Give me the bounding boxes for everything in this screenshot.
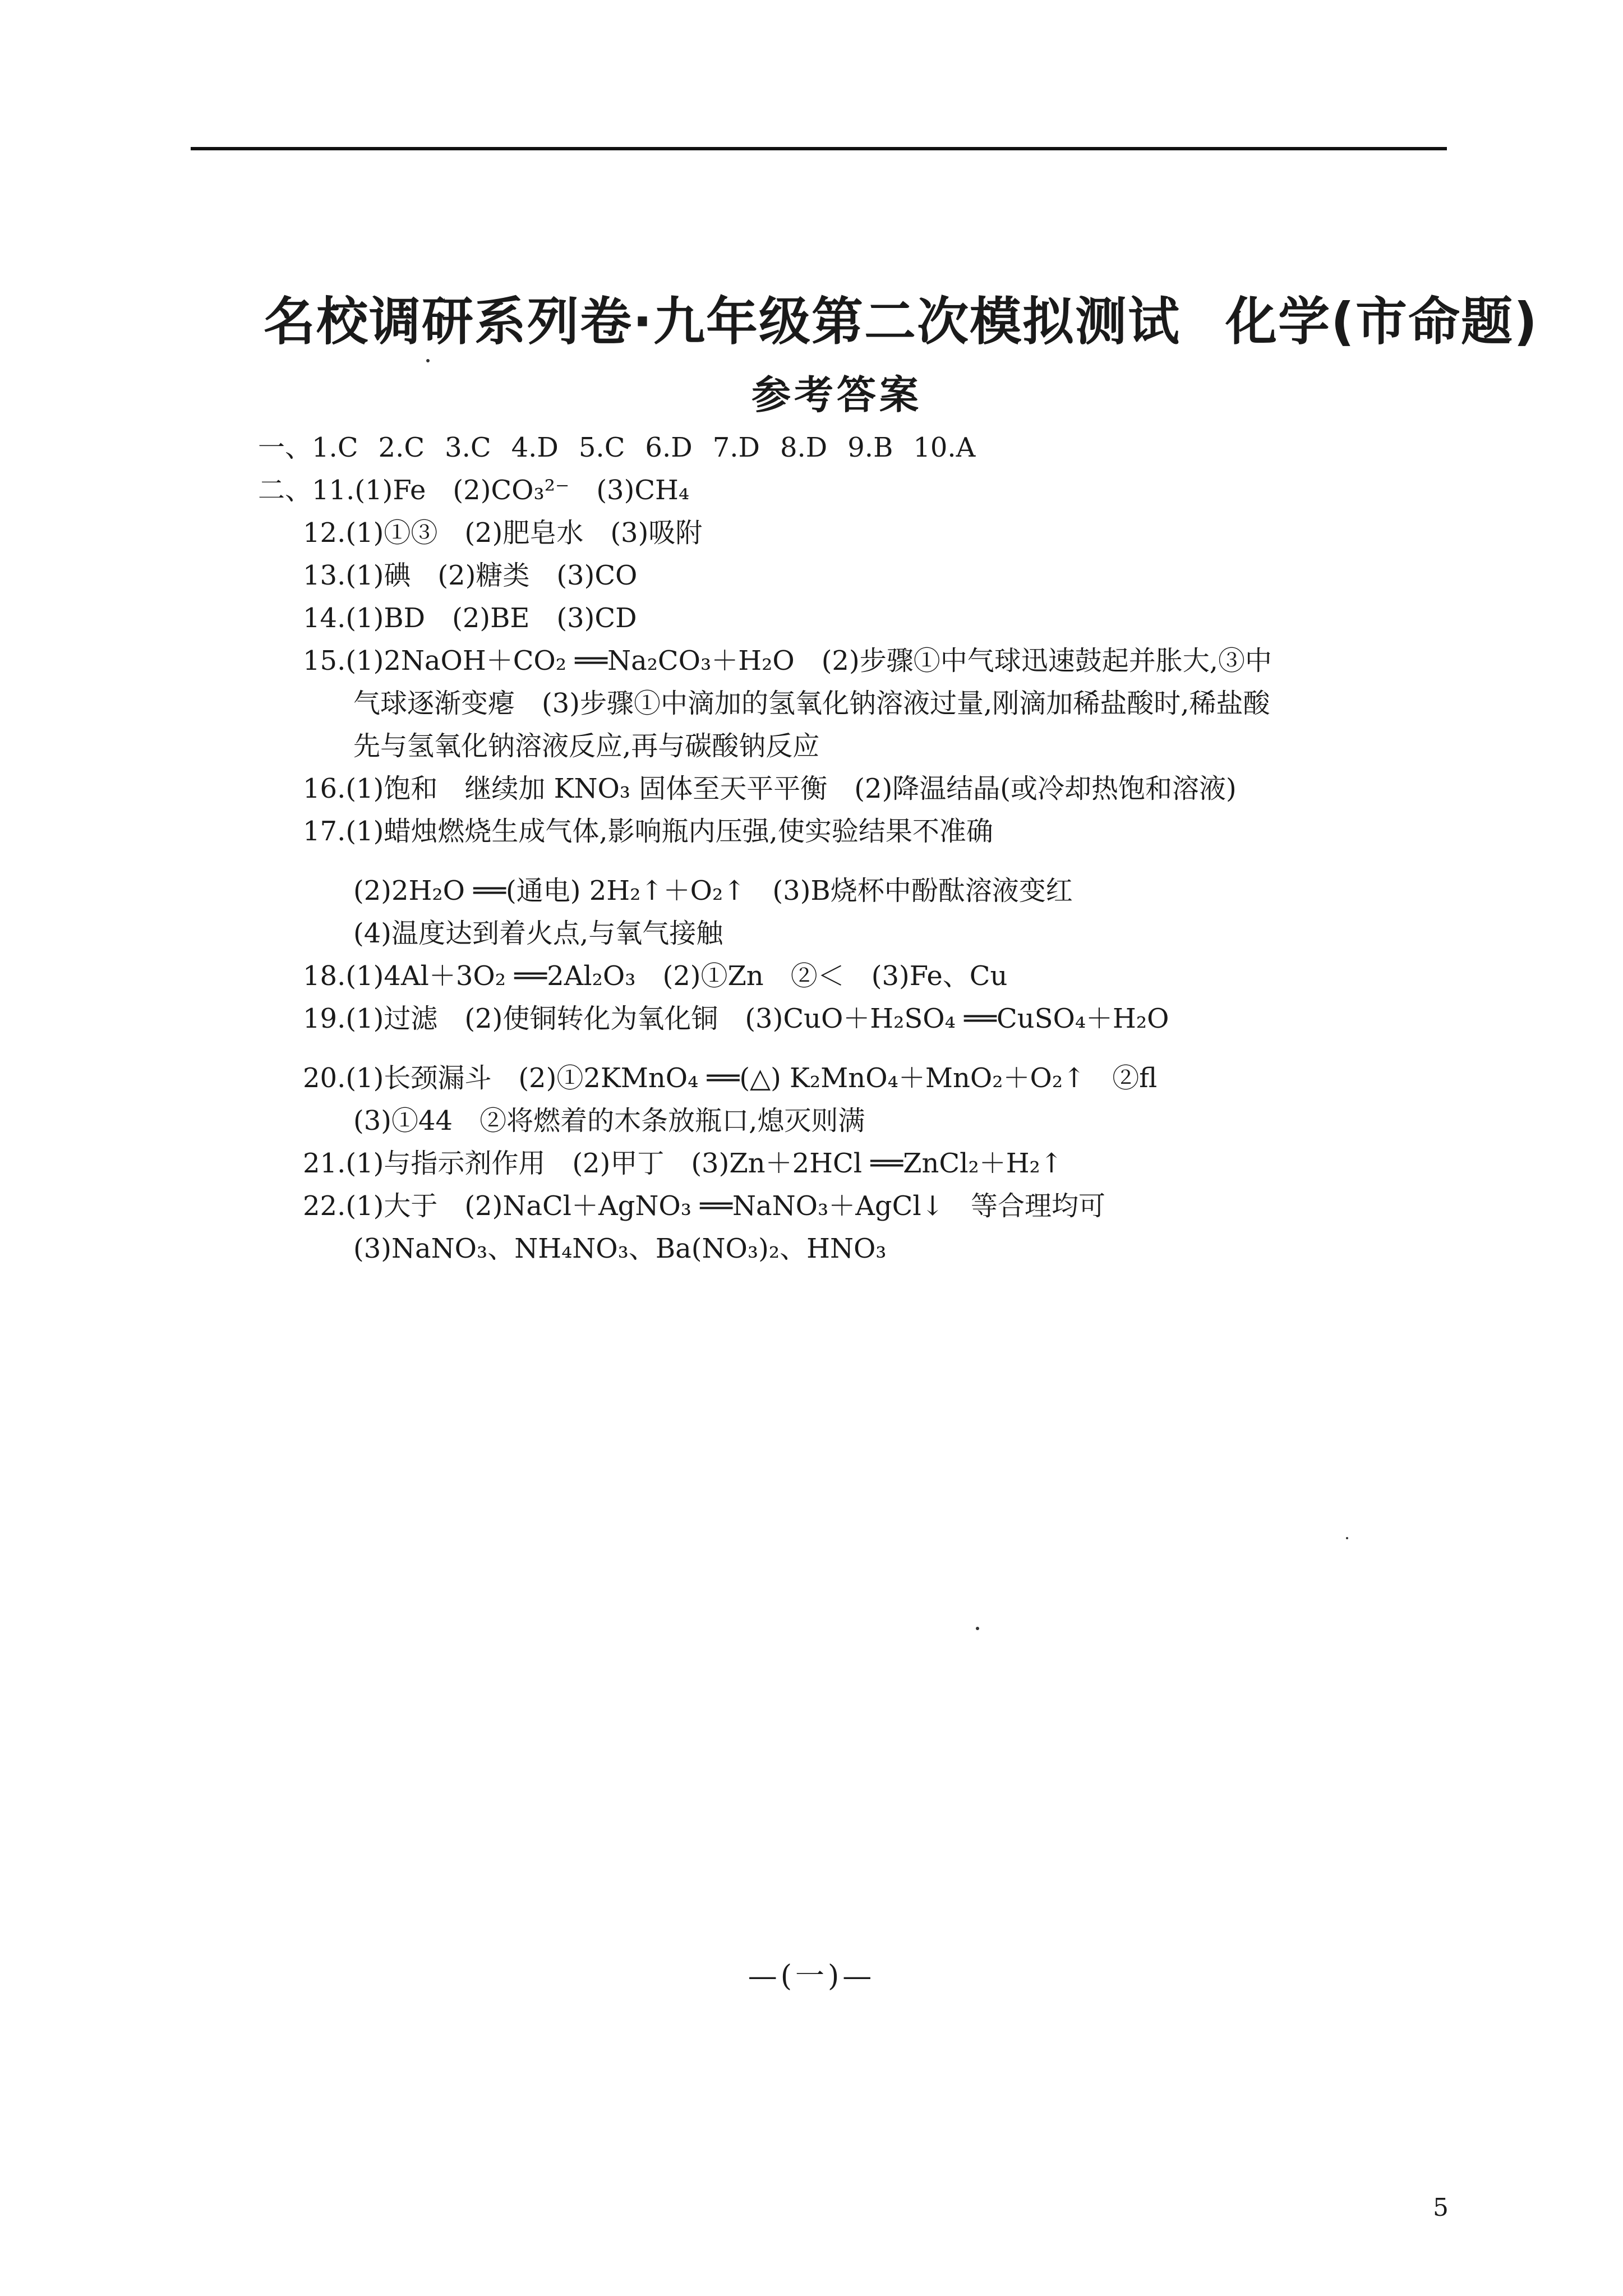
answer-14: 14.(1)BD (2)BE (3)CD [303,602,637,634]
answer-17-part2: (2)2H₂O ══(通电) 2H₂↑＋O₂↑ (3)B烧杯中酚酞溶液变红 [353,875,1073,907]
answer-13: 13.(1)碘 (2)糖类 (3)CO [303,560,638,591]
answer-item: 9.B [847,432,893,463]
answer-18: 18.(1)4Al＋3O₂ ══2Al₂O₃ (2)①Zn ②＜ (3)Fe、Cu [303,960,1008,992]
answer-item: 10.A [913,432,976,463]
answer-22-part3: (3)NaNO₃、NH₄NO₃、Ba(NO₃)₂、HNO₃ [353,1233,887,1264]
top-rule [191,147,1447,150]
page-marker: —(一)— [748,1959,875,1993]
answer-15-continued: 气球逐渐变瘪 (3)步骤①中滴加的氢氧化钠溶液过量,刚滴加稀盐酸时,稀盐酸 [353,688,1270,719]
scan-speck [1346,1537,1348,1539]
answer-17: 17.(1)蜡烛燃烧生成气体,影响瓶内压强,使实验结果不准确 [303,816,993,847]
answer-21: 21.(1)与指示剂作用 (2)甲丁 (3)Zn＋2HCl ══ZnCl₂＋H₂↑ [303,1148,1063,1179]
section-1-answers [258,426,1453,469]
answer-16: 16.(1)饱和 继续加 KNO₃ 固体至天平平衡 (2)降温结晶(或冷却热饱和溶液) [303,773,1237,804]
title-main: 名校调研系列卷·九年级第二次模拟测试 [264,292,1181,352]
answer-item: 3.C [445,432,491,463]
answer-15: 15.(1)2NaOH＋CO₂ ══Na₂CO₃＋H₂O (2)步骤①中气球迅速鼓起并胀大,③中 [303,645,1272,677]
scan-speck [976,1627,979,1630]
scan-speck [426,359,430,362]
title-subject: 化学(市命题) [1225,292,1539,352]
answer-item: 1.C [312,432,358,463]
answer-line [258,469,1453,512]
answer-11: 11.(1)Fe (2)CO₃²⁻ (3)CH₄ [312,475,690,506]
answer-list [258,426,1453,1270]
answer-item: 8.D [780,432,828,463]
answer-20-part3: (3)①44 ②将燃着的木条放瓶口,熄灭则满 [353,1105,865,1137]
answer-item: 7.D [712,432,760,463]
section-2-prefix: 二、 [258,475,312,506]
answer-19: 19.(1)过滤 (2)使铜转化为氧化铜 (3)CuO＋H₂SO₄ ══CuSO₄＋H₂O [303,1003,1169,1034]
answer-item: 2.C [378,432,425,463]
answer-12: 12.(1)①③ (2)肥皂水 (3)吸附 [303,517,703,549]
page-subtitle: 参考答案 [751,372,922,418]
answer-item: 4.D [511,432,559,463]
section-1-prefix: 一、 [258,432,312,463]
answer-17-part4: (4)温度达到着火点,与氧气接触 [353,918,723,949]
page-number: 5 [1433,2193,1449,2222]
page-title [264,280,1539,355]
answer-20: 20.(1)长颈漏斗 (2)①2KMnO₄ ══(△) K₂MnO₄＋MnO₂＋O₂↑ ②fl [303,1062,1158,1094]
answer-item: 5.C [578,432,625,463]
answer-item: 6.D [645,432,693,463]
answer-22: 22.(1)大于 (2)NaCl＋AgNO₃ ══NaNO₃＋AgCl↓ 等合理均可 [303,1190,1105,1222]
answer-15-continued: 先与氢氧化钠溶液反应,再与碳酸钠反应 [353,730,820,762]
